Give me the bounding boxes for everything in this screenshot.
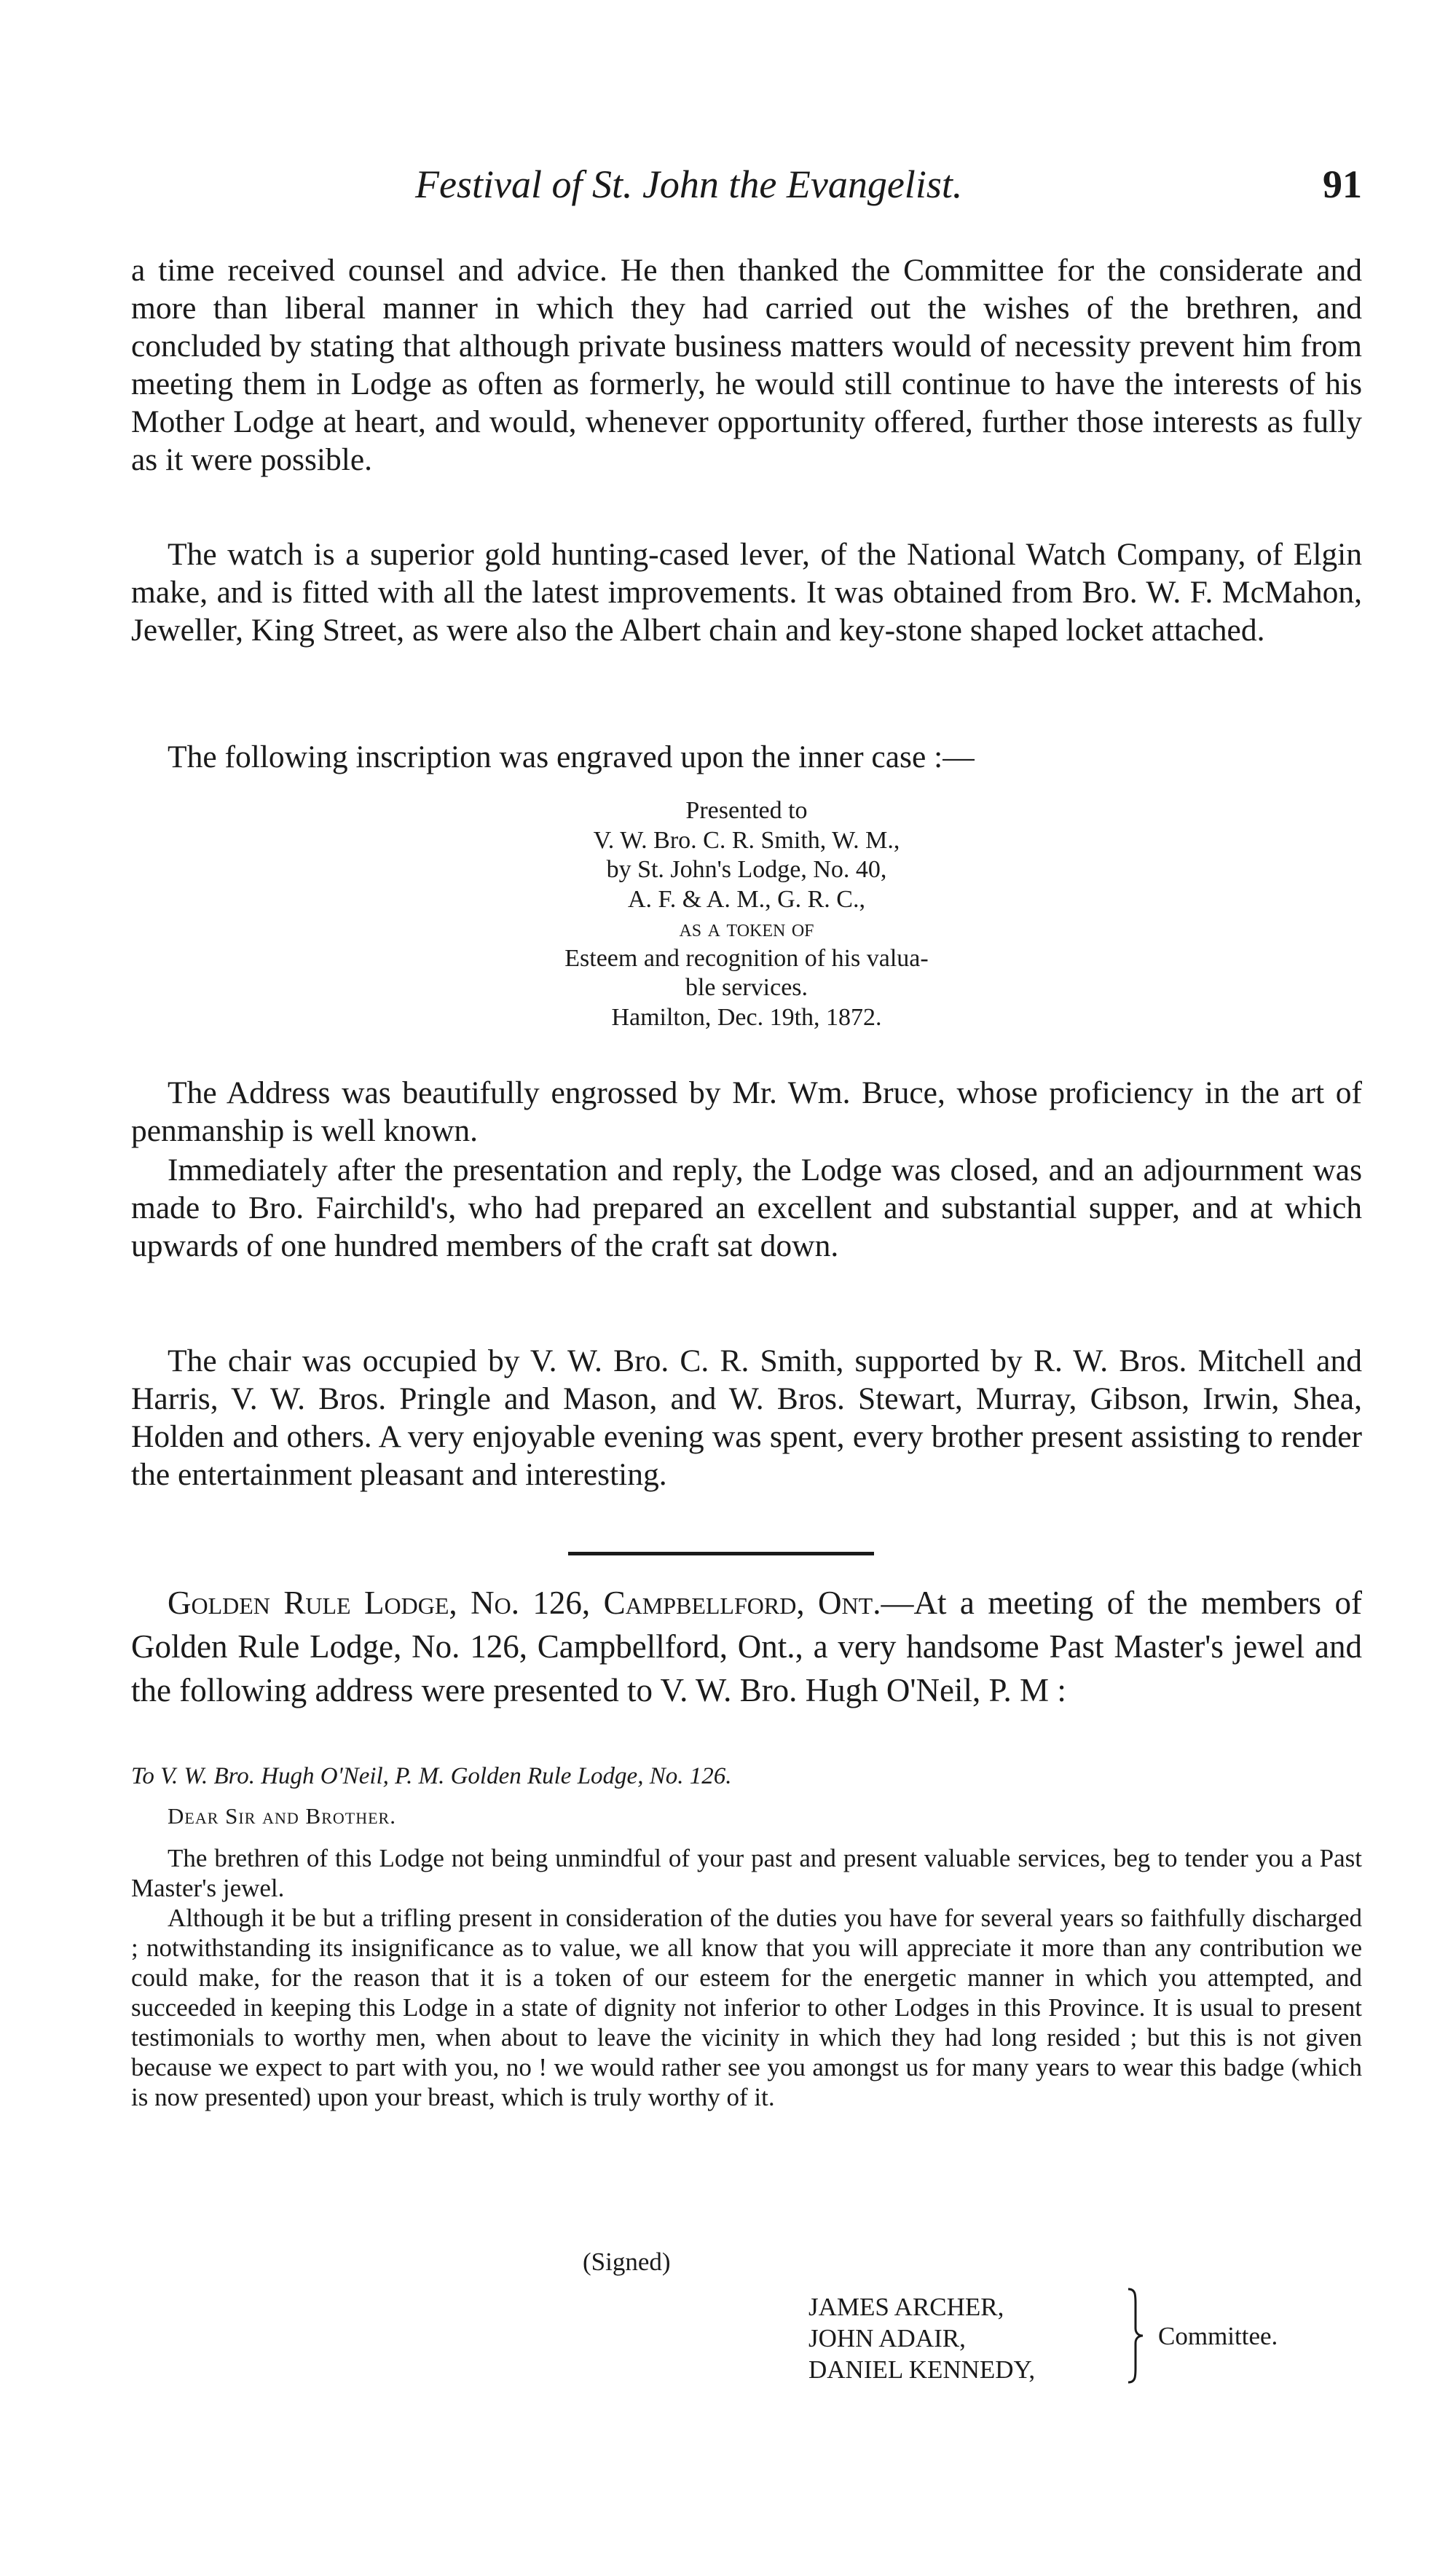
letter-to-line: To V. W. Bro. Hugh O'Neil, P. M. Golden Rule Lodge, No. 126. [131,1763,732,1789]
letter-paragraph: The brethren of this Lodge not being unmindful of your past and present valuable services, beg to tender you a Past Master's jewel. [131,1844,1362,1902]
inscription-line: Hamilton, Dec. 19th, 1872. [611,1003,882,1031]
signed-label: (Signed) [583,2248,671,2276]
inscription-line: ble services. [685,974,808,1001]
inscription-line: as a token of [679,915,814,942]
letter-salutation: Dear Sir and Brother. [168,1803,396,1829]
curly-brace-icon [1125,2288,1146,2384]
section-divider [568,1552,874,1555]
paragraph-chair: The chair was occupied by V. W. Bro. C. R. Smith, supported by R. W. Bros. Mitchell and Harris, V. W. Bros. Pringle and Mason, and W. Bros. Stewart, Murray, Gibson, Irwin, Shea, Holden and others. A very enjoyable evening was spent, every brother present assisting to render the entertainment pleasant and interesting. [131,1343,1362,1492]
paragraph-inscription-intro: The following inscription was engraved upon the inner case :— [168,739,975,774]
running-head: Festival of St. John the Evangelist. [415,162,963,206]
paragraph-counsel: a time received counsel and advice. He then thanked the Committee for the considerate and more than liberal manner in which they had carried out the wishes of the brethren, and concluded by stating that although private business matters would of necessity prevent him from meeting them in Lodge as often as formerly, he would still continue to have the interests of his Mother Lodge at heart, and would, whenever opportunity offered, further those interests as fully as it were possible. [131,253,1362,477]
page-header [131,162,1362,213]
signatory: JOHN ADAIR, [808,2324,966,2352]
golden-rule-paragraph [131,1581,1362,1712]
committee-label: Committee. [1158,2322,1278,2350]
signatory: JAMES ARCHER, [808,2293,1004,2321]
letter-body [131,1843,1362,2112]
inscription-block [131,796,1362,1032]
paragraph-immediately: Immediately after the presentation and reply, the Lodge was closed, and an adjournment was made to Bro. Fairchild's, who had prepared an excellent and substantial supper, and at which upwards of one hundred members of the craft sat down. [131,1153,1362,1263]
inscription-line: Esteem and recognition of his valua- [564,944,929,972]
inscription-line: V. W. Bro. C. R. Smith, W. M., [593,826,900,854]
inscription-line: A. F. & A. M., G. R. C., [627,885,865,913]
golden-rule-heading: Golden Rule Lodge, No. 126, Campbellford, Ont. [168,1585,881,1621]
paragraph-watch: The watch is a superior gold hunting-cased lever, of the National Watch Company, of Elgin make, and is fitted with all the latest improvements. It was obtained from Bro. W. F. McMahon, Jeweller, King Street, as were also the Albert chain and key-stone shaped locket attached. [131,537,1362,648]
inscription-line: by St. John's Lodge, No. 40, [606,856,887,883]
paragraph-address: The Address was beautifully engrossed by Mr. Wm. Bruce, whose proficiency in the art of penmanship is well known. [131,1075,1362,1148]
letter-paragraph: Although it be but a trifling present in consideration of the duties you have for several years so faithfully discharged ; notwithstanding its insignificance as to value, we all know that you will appreciate it more than any contribution we could make, for the reason that it is a token of our esteem for the energetic manner in which you attempted, and succeeded in keeping this Lodge in a state of dignity not inferior to other Lodges in this Province. It is usual to present testimonials to worthy men, when about to leave the vicinity in which they had long resided ; but this is not given because we expect to part with you, no ! we would rather see you amongst us for many years to wear this badge (which is now presented) upon your breast, which is truly worthy of it. [131,1904,1362,2111]
signatory: DANIEL KENNEDY, [808,2355,1036,2384]
page-number: 91 [1323,162,1362,206]
inscription-line: Presented to [685,797,808,824]
signatories [808,2291,1035,2385]
golden-rule-text: —At a meeting of the members of Golden Rule Lodge, No. 126, Campbellford, Ont., a very handsome Past Master's jewel and the following address were presented to V. W. Bro. Hugh O'Neil, P. M : [131,1585,1362,1708]
